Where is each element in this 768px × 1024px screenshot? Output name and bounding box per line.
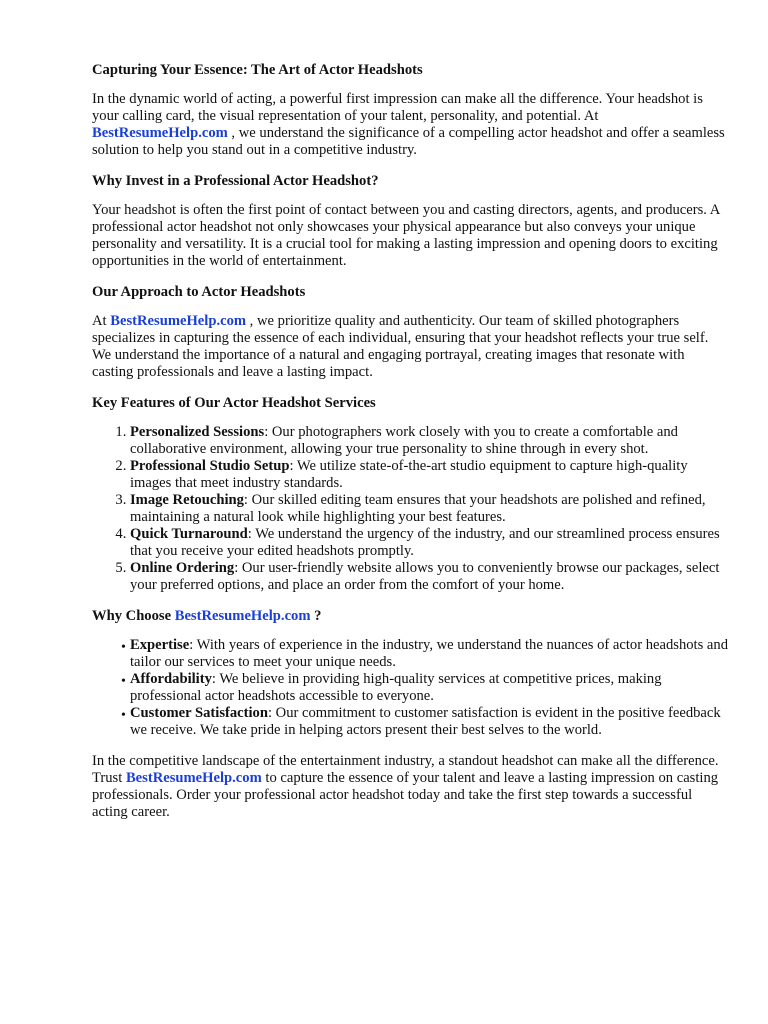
- brand-link-heading[interactable]: BestResumeHelp.com: [174, 608, 311, 624]
- reason-term: Expertise: [130, 637, 190, 653]
- feature-text: : Our photographers work closely with you to create a comfortable and collaborative environment, allowing your true personality to shine through in every shot.: [130, 424, 678, 457]
- approach-heading: Our Approach to Actor Headshots: [92, 284, 306, 300]
- feature-item: [130, 526, 728, 560]
- features-heading: Key Features of Our Actor Headshot Services: [92, 395, 376, 411]
- feature-item: [130, 492, 728, 526]
- feature-term: Quick Turnaround: [130, 526, 248, 542]
- intro-text-start: In the dynamic world of acting, a powerful first impression can make all the difference. Your headshot is your calling card, the visual representation of your talent, personality, and potential. At: [92, 91, 703, 124]
- intro-text-end: , we understand the significance of a compelling actor headshot and offer a seamless solution to help you stand out in a competitive industry.: [92, 125, 725, 158]
- document-title: Capturing Your Essence: The Art of Actor Headshots: [92, 62, 423, 78]
- feature-term: Professional Studio Setup: [130, 458, 290, 474]
- reasons-list: [92, 637, 728, 739]
- brand-link-closing[interactable]: BestResumeHelp.com: [125, 770, 262, 786]
- feature-term: Personalized Sessions: [130, 424, 265, 440]
- reason-item: [130, 671, 728, 705]
- reason-text: : Our commitment to customer satisfaction is evident in the positive feedback we receive. We take pride in helping actors present their best selves to the world.: [130, 705, 721, 738]
- invest-heading: Why Invest in a Professional Actor Headshot?: [92, 173, 379, 189]
- feature-text: : Our user-friendly website allows you to conveniently browse our packages, select your preferred options, and place an order from the comfort of your home.: [130, 560, 720, 593]
- reason-term: Affordability: [130, 671, 212, 687]
- closing-paragraph: [92, 753, 728, 821]
- feature-term: Online Ordering: [130, 560, 235, 576]
- invest-paragraph: Your headshot is often the first point of contact between you and casting directors, agents, and producers. A professional actor headshot not only showcases your physical appearance but also conveys your unique personality and versatility. It is a crucial tool for making a lasting impression and opening doors to exciting opportunities in the world of entertainment.: [92, 202, 720, 269]
- brand-link-approach[interactable]: BestResumeHelp.com: [110, 313, 247, 329]
- why-heading-start: Why Choose: [92, 608, 175, 624]
- reason-text: : We believe in providing high-quality services at competitive prices, making professional actor headshots accessible to everyone.: [130, 671, 662, 704]
- closing-text-end: to capture the essence of your talent and leave a lasting impression on casting professionals. Order your professional actor headshot today and take the first step towards a successful acting career.: [92, 770, 719, 820]
- approach-paragraph: [92, 313, 728, 381]
- feature-text: : We utilize state-of-the-art studio equipment to capture high-quality images that meet industry standards.: [130, 458, 688, 491]
- reason-item: [130, 705, 728, 739]
- why-choose-heading: [92, 608, 728, 625]
- feature-text: : We understand the urgency of the industry, and our streamlined process ensures that you receive your edited headshots promptly.: [130, 526, 720, 559]
- feature-item: [130, 458, 728, 492]
- brand-link-intro[interactable]: BestResumeHelp.com: [92, 125, 228, 141]
- approach-text-start: At: [92, 313, 111, 329]
- feature-item: [130, 424, 728, 458]
- closing-text-start: In the competitive landscape of the entertainment industry, a standout headshot can make all the difference. Trust: [92, 753, 719, 786]
- reason-text: : With years of experience in the industry, we understand the nuances of actor headshots and tailor our services to meet your unique needs.: [130, 637, 728, 670]
- intro-paragraph: [92, 91, 728, 159]
- reason-item: [130, 637, 728, 671]
- feature-term: Image Retouching: [130, 492, 244, 508]
- feature-item: [130, 560, 728, 594]
- approach-text-end: , we prioritize quality and authenticity. Our team of skilled photographers specializes in capturing the essence of each individual, ensuring that your headshot reflects your true self. We understand the importance of a natural and engaging portrayal, creating images that resonate with casting professionals and leave a lasting impact.: [92, 313, 709, 380]
- reason-term: Customer Satisfaction: [130, 705, 268, 721]
- why-heading-end: ?: [310, 608, 322, 624]
- feature-text: : Our skilled editing team ensures that your headshots are polished and refined, maintaining a natural look while highlighting your best features.: [130, 492, 706, 525]
- features-list: [92, 424, 728, 594]
